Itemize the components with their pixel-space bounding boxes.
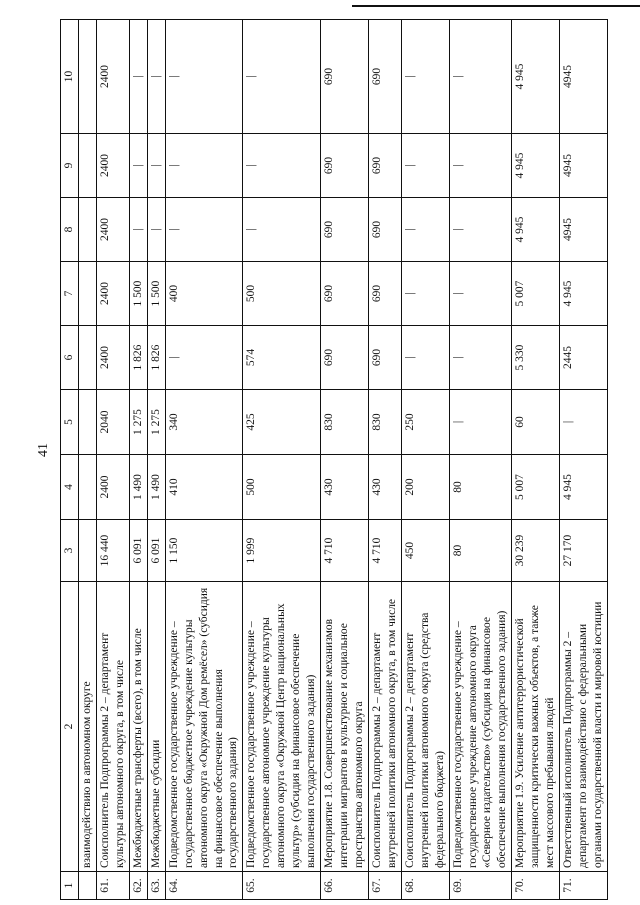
value-col3: 4 710 bbox=[368, 520, 401, 582]
value-col9: 690 bbox=[368, 134, 401, 198]
table-cell bbox=[79, 20, 97, 134]
value-col6: | bbox=[449, 326, 512, 390]
value-col10: | bbox=[401, 20, 449, 134]
value-col10: 690 bbox=[321, 20, 369, 134]
value-col9: | bbox=[165, 134, 243, 198]
value-col6: 5 330 bbox=[512, 326, 560, 390]
table-row bbox=[449, 20, 512, 900]
value-col3: 6 091 bbox=[129, 520, 147, 582]
table-row bbox=[96, 20, 129, 900]
value-col9: | bbox=[449, 134, 512, 198]
value-col10: 4 945 bbox=[512, 20, 560, 134]
table-cell bbox=[79, 262, 97, 326]
value-col3: 4 710 bbox=[321, 520, 369, 582]
value-col8: | bbox=[449, 198, 512, 262]
row-description: Соисполнитель Подпрограммы 2 – департамент внутренней политики автономного округа (средства федерального бюджета) bbox=[401, 582, 449, 872]
value-col5: | bbox=[449, 390, 512, 455]
value-col7: 400 bbox=[165, 262, 243, 326]
value-col3: 80 bbox=[449, 520, 512, 582]
row-description: Межбюджетные субсидии bbox=[147, 582, 165, 872]
value-col8: | bbox=[165, 198, 243, 262]
value-col9: 690 bbox=[321, 134, 369, 198]
table-cell bbox=[79, 872, 97, 900]
value-col3: 450 bbox=[401, 520, 449, 582]
value-col6: 1 826 bbox=[129, 326, 147, 390]
value-col6: 690 bbox=[368, 326, 401, 390]
value-col7: 2400 bbox=[96, 262, 129, 326]
value-col6: 574 bbox=[243, 326, 321, 390]
value-col4: 5 007 bbox=[512, 455, 560, 520]
row-description: Мероприятие 1.9. Усиление антитеррористической защищенности критически важных объектов, а также мест массового пребывания людей bbox=[512, 582, 560, 872]
value-col6: | bbox=[401, 326, 449, 390]
table-cell bbox=[79, 455, 97, 520]
value-col10: 2400 bbox=[96, 20, 129, 134]
value-col3: 1 999 bbox=[243, 520, 321, 582]
value-col6: 2400 bbox=[96, 326, 129, 390]
value-col7: 690 bbox=[368, 262, 401, 326]
value-col7: 500 bbox=[243, 262, 321, 326]
value-col10: | bbox=[147, 20, 165, 134]
header-cell: 7 bbox=[61, 262, 79, 326]
row-description: Соисполнитель Подпрограммы 2 – департамент внутренней политики автономного округа, в том числе bbox=[368, 582, 401, 872]
row-description: Подведомственное государственное учреждение – государственное учреждение автономного округа «Северное издательство» (субсидия на финансовое обеспечение выполнения государственного задания) bbox=[449, 582, 512, 872]
value-col5: 830 bbox=[368, 390, 401, 455]
table-row bbox=[321, 20, 369, 900]
value-col9: | bbox=[147, 134, 165, 198]
value-col3: 30 239 bbox=[512, 520, 560, 582]
value-col4: 500 bbox=[243, 455, 321, 520]
value-col7: 1 500 bbox=[129, 262, 147, 326]
table-cell bbox=[79, 134, 97, 198]
value-col8: 2400 bbox=[96, 198, 129, 262]
value-col3: 16 440 bbox=[96, 520, 129, 582]
value-col4: 430 bbox=[321, 455, 369, 520]
table-row bbox=[368, 20, 401, 900]
row-number: 69. bbox=[449, 872, 512, 900]
budget-table bbox=[60, 19, 608, 900]
table-cell bbox=[79, 520, 97, 582]
value-col5: 1 275 bbox=[129, 390, 147, 455]
value-col4: 200 bbox=[401, 455, 449, 520]
table-cell bbox=[79, 326, 97, 390]
table-row bbox=[165, 20, 243, 900]
value-col7: 4 945 bbox=[560, 262, 608, 326]
value-col7: 5 007 bbox=[512, 262, 560, 326]
row-number: 66. bbox=[321, 872, 369, 900]
table-row bbox=[243, 20, 321, 900]
value-col5: 830 bbox=[321, 390, 369, 455]
header-cell: 1 bbox=[61, 872, 79, 900]
value-col10: | bbox=[129, 20, 147, 134]
value-col9: | bbox=[401, 134, 449, 198]
continuation-row bbox=[79, 20, 97, 900]
value-col3: 27 170 bbox=[560, 520, 608, 582]
value-col3: 1 150 bbox=[165, 520, 243, 582]
value-col8: | bbox=[401, 198, 449, 262]
value-col5: 1 275 bbox=[147, 390, 165, 455]
header-cell: 5 bbox=[61, 390, 79, 455]
value-col8: 4 945 bbox=[512, 198, 560, 262]
value-col4: 410 bbox=[165, 455, 243, 520]
table-row bbox=[560, 20, 608, 900]
header-cell: 8 bbox=[61, 198, 79, 262]
value-col9: 4 945 bbox=[512, 134, 560, 198]
row-number: 65. bbox=[243, 872, 321, 900]
row-description: Ответственный исполнитель Подпрограммы 2 – департамент по взаимодействию с федеральными органами государственной власти и мировой юстиции bbox=[560, 582, 608, 872]
value-col5: 2040 bbox=[96, 390, 129, 455]
table-cell bbox=[79, 390, 97, 455]
value-col10: 690 bbox=[368, 20, 401, 134]
value-col9: | bbox=[129, 134, 147, 198]
value-col4: 4 945 bbox=[560, 455, 608, 520]
value-col5: 340 bbox=[165, 390, 243, 455]
value-col8: | bbox=[243, 198, 321, 262]
value-col9: 2400 bbox=[96, 134, 129, 198]
value-col5: 250 bbox=[401, 390, 449, 455]
value-col8: | bbox=[147, 198, 165, 262]
row-description: Соисполнитель Подпрограммы 2 – департамент культуры автономного округа, в том числе bbox=[96, 582, 129, 872]
row-description: Подведомственное государственное учреждение – государственное бюджетное учреждение культуры автономного округа «Окружной Дом ремёсел» (субсидия на финансовое обеспечение выполнения государственного задания) bbox=[165, 582, 243, 872]
row-number: 63. bbox=[147, 872, 165, 900]
header-cell: 9 bbox=[61, 134, 79, 198]
row-number: 61. bbox=[96, 872, 129, 900]
value-col7: | bbox=[449, 262, 512, 326]
value-col8: 690 bbox=[321, 198, 369, 262]
value-col7: | bbox=[401, 262, 449, 326]
value-col3: 6 091 bbox=[147, 520, 165, 582]
value-col10: | bbox=[243, 20, 321, 134]
value-col4: 1 490 bbox=[147, 455, 165, 520]
row-number: 68. bbox=[401, 872, 449, 900]
value-col4: 80 bbox=[449, 455, 512, 520]
top-rule bbox=[352, 5, 640, 7]
header-cell: 3 bbox=[61, 520, 79, 582]
row-number: 71. bbox=[560, 872, 608, 900]
page-number: 41 bbox=[36, 443, 51, 457]
header-cell: 2 bbox=[61, 582, 79, 872]
value-col7: 1 500 bbox=[147, 262, 165, 326]
continuation-text: взаимодействию в автономном округе bbox=[79, 582, 97, 872]
value-col8: 690 bbox=[368, 198, 401, 262]
header-row bbox=[61, 20, 79, 900]
value-col4: 1 490 bbox=[129, 455, 147, 520]
value-col9: 4945 bbox=[560, 134, 608, 198]
header-cell: 6 bbox=[61, 326, 79, 390]
row-number: 67. bbox=[368, 872, 401, 900]
row-description: Подведомственное государственное учреждение – государственное автономное учреждение культуры автономного округа «Окружной Центр национальных культур» (субсидия на финансовое обеспечение выполнения государственного задания) bbox=[243, 582, 321, 872]
value-col9: | bbox=[243, 134, 321, 198]
value-col5: | bbox=[560, 390, 608, 455]
value-col6: | bbox=[165, 326, 243, 390]
header-cell: 10 bbox=[61, 20, 79, 134]
value-col6: 2445 bbox=[560, 326, 608, 390]
value-col6: 690 bbox=[321, 326, 369, 390]
value-col5: 425 bbox=[243, 390, 321, 455]
row-description: Межбюджетные трансферты (всего), в том числе bbox=[129, 582, 147, 872]
row-number: 70. bbox=[512, 872, 560, 900]
row-number: 64. bbox=[165, 872, 243, 900]
rotated-table-wrapper bbox=[60, 20, 602, 900]
value-col8: | bbox=[129, 198, 147, 262]
table-row bbox=[147, 20, 165, 900]
value-col10: | bbox=[449, 20, 512, 134]
value-col10: 4945 bbox=[560, 20, 608, 134]
value-col10: | bbox=[165, 20, 243, 134]
value-col7: 690 bbox=[321, 262, 369, 326]
table-row bbox=[401, 20, 449, 900]
table-cell bbox=[79, 198, 97, 262]
header-cell: 4 bbox=[61, 455, 79, 520]
row-description: Мероприятие 1.8. Совершенствование механизмов интеграции мигрантов в культурное и социальное пространство автономного округа bbox=[321, 582, 369, 872]
value-col4: 2400 bbox=[96, 455, 129, 520]
row-number: 62. bbox=[129, 872, 147, 900]
value-col5: 60 bbox=[512, 390, 560, 455]
value-col4: 430 bbox=[368, 455, 401, 520]
table-row bbox=[129, 20, 147, 900]
value-col8: 4945 bbox=[560, 198, 608, 262]
table-row bbox=[512, 20, 560, 900]
value-col6: 1 826 bbox=[147, 326, 165, 390]
